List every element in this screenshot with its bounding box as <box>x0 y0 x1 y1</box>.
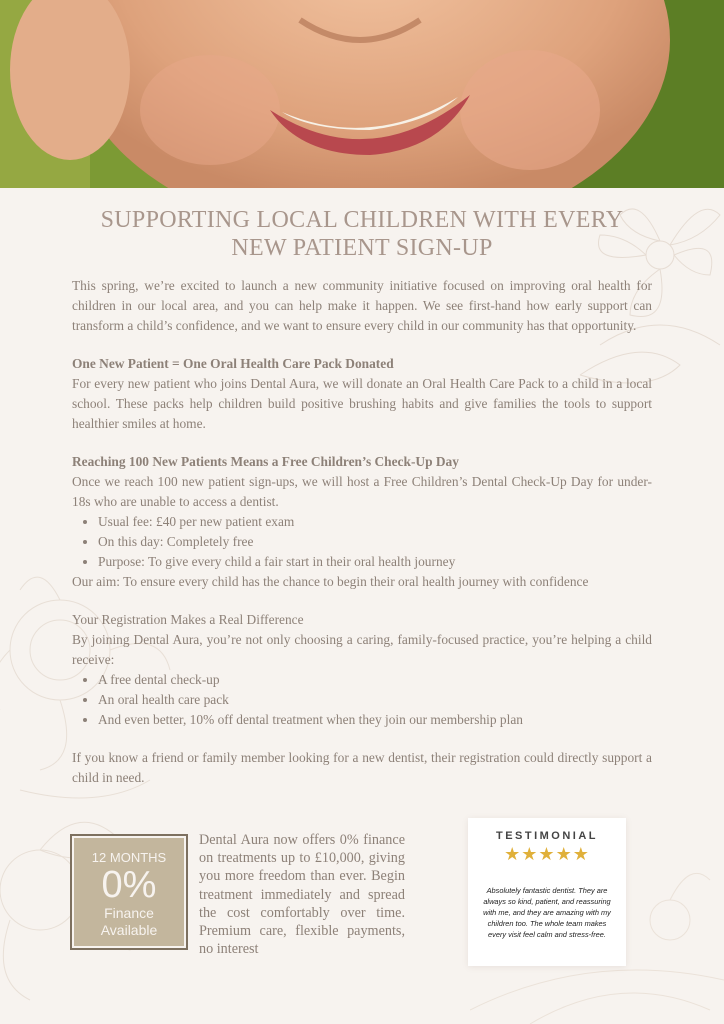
smiling-child-illustration <box>0 0 724 188</box>
finance-line-1: Finance <box>104 905 154 921</box>
finance-months <box>74 850 184 865</box>
section3-paragraph: By joining Dental Aura, you’re not only choosing a caring, family-focused practice, you’re helping a child receive: <box>72 632 652 667</box>
finance-badge <box>72 836 186 948</box>
article-body <box>72 276 652 788</box>
title-line-2: NEW PATIENT SIGN-UP <box>231 235 493 261</box>
finance-description: Dental Aura now offers 0% finance on treatments up to £10,000, giving you more freedom than ever. Begin treatment immediately and spread the cost comfortably over time. Premium care, flexible payments, no interest <box>199 832 405 958</box>
section2-heading: Reaching 100 New Patients Means a Free Children’s Check-Up Day <box>72 454 459 469</box>
star-rating-icon: ★★★★★ <box>504 844 590 864</box>
testimonial-label: TESTIMONIAL <box>495 830 599 842</box>
section1-paragraph: For every new patient who joins Dental Aura, we will donate an Oral Health Care Pack to a child in a local school. These packs help children build positive brushing habits and give families the tools to support healthier smiles at home. <box>72 376 652 431</box>
aim-statement: Our aim: To ensure every child has the chance to begin their oral health journey with confidence <box>72 574 589 589</box>
list-item: • On this day: Completely free <box>98 532 652 552</box>
finance-line-2: Available <box>100 922 158 938</box>
list-item: • An oral health care pack <box>98 690 652 710</box>
hero-image <box>0 0 724 188</box>
section3-list <box>72 670 652 730</box>
testimonial-card <box>468 818 626 966</box>
section1-heading: One New Patient = One Oral Health Care Pack Donated <box>72 356 394 371</box>
finance-percent: 0% <box>101 864 157 906</box>
finance-months-number: 12 <box>91 850 107 865</box>
section3-heading: Your Registration Makes a Real Difference <box>72 612 304 627</box>
list-item: • Purpose: To give every child a fair start in their oral health journey <box>98 552 652 572</box>
title-line-1: SUPPORTING LOCAL CHILDREN WITH EVERY <box>100 207 624 233</box>
page-title <box>72 206 652 262</box>
testimonial-quote: Absolutely fantastic dentist. They are always so kind, patient, and reassuring with me, and they are amazing with my children too. The whole team makes every visit feel calm and stress-free. <box>483 886 611 939</box>
intro-paragraph: This spring, we’re excited to launch a new community initiative focused on improving oral health for children in our local area, and you can help make it happen. We see first-hand how early support can transform a child’s confidence, and we want to ensure every child in our community has that opportunity. <box>72 278 652 333</box>
section2-list <box>72 512 652 572</box>
list-item: • Usual fee: £40 per new patient exam <box>98 512 652 532</box>
finance-months-label: MONTHS <box>109 850 167 865</box>
closing-paragraph: If you know a friend or family member looking for a new dentist, their registration could directly support a child in need. <box>72 750 652 785</box>
section2-paragraph: Once we reach 100 new patient sign-ups, we will host a Free Children’s Dental Check-Up Day for under-18s who are unable to access a dentist. <box>72 474 652 509</box>
list-item: • A free dental check-up <box>98 670 652 690</box>
list-item: • And even better, 10% off dental treatment when they join our membership plan <box>98 710 652 730</box>
